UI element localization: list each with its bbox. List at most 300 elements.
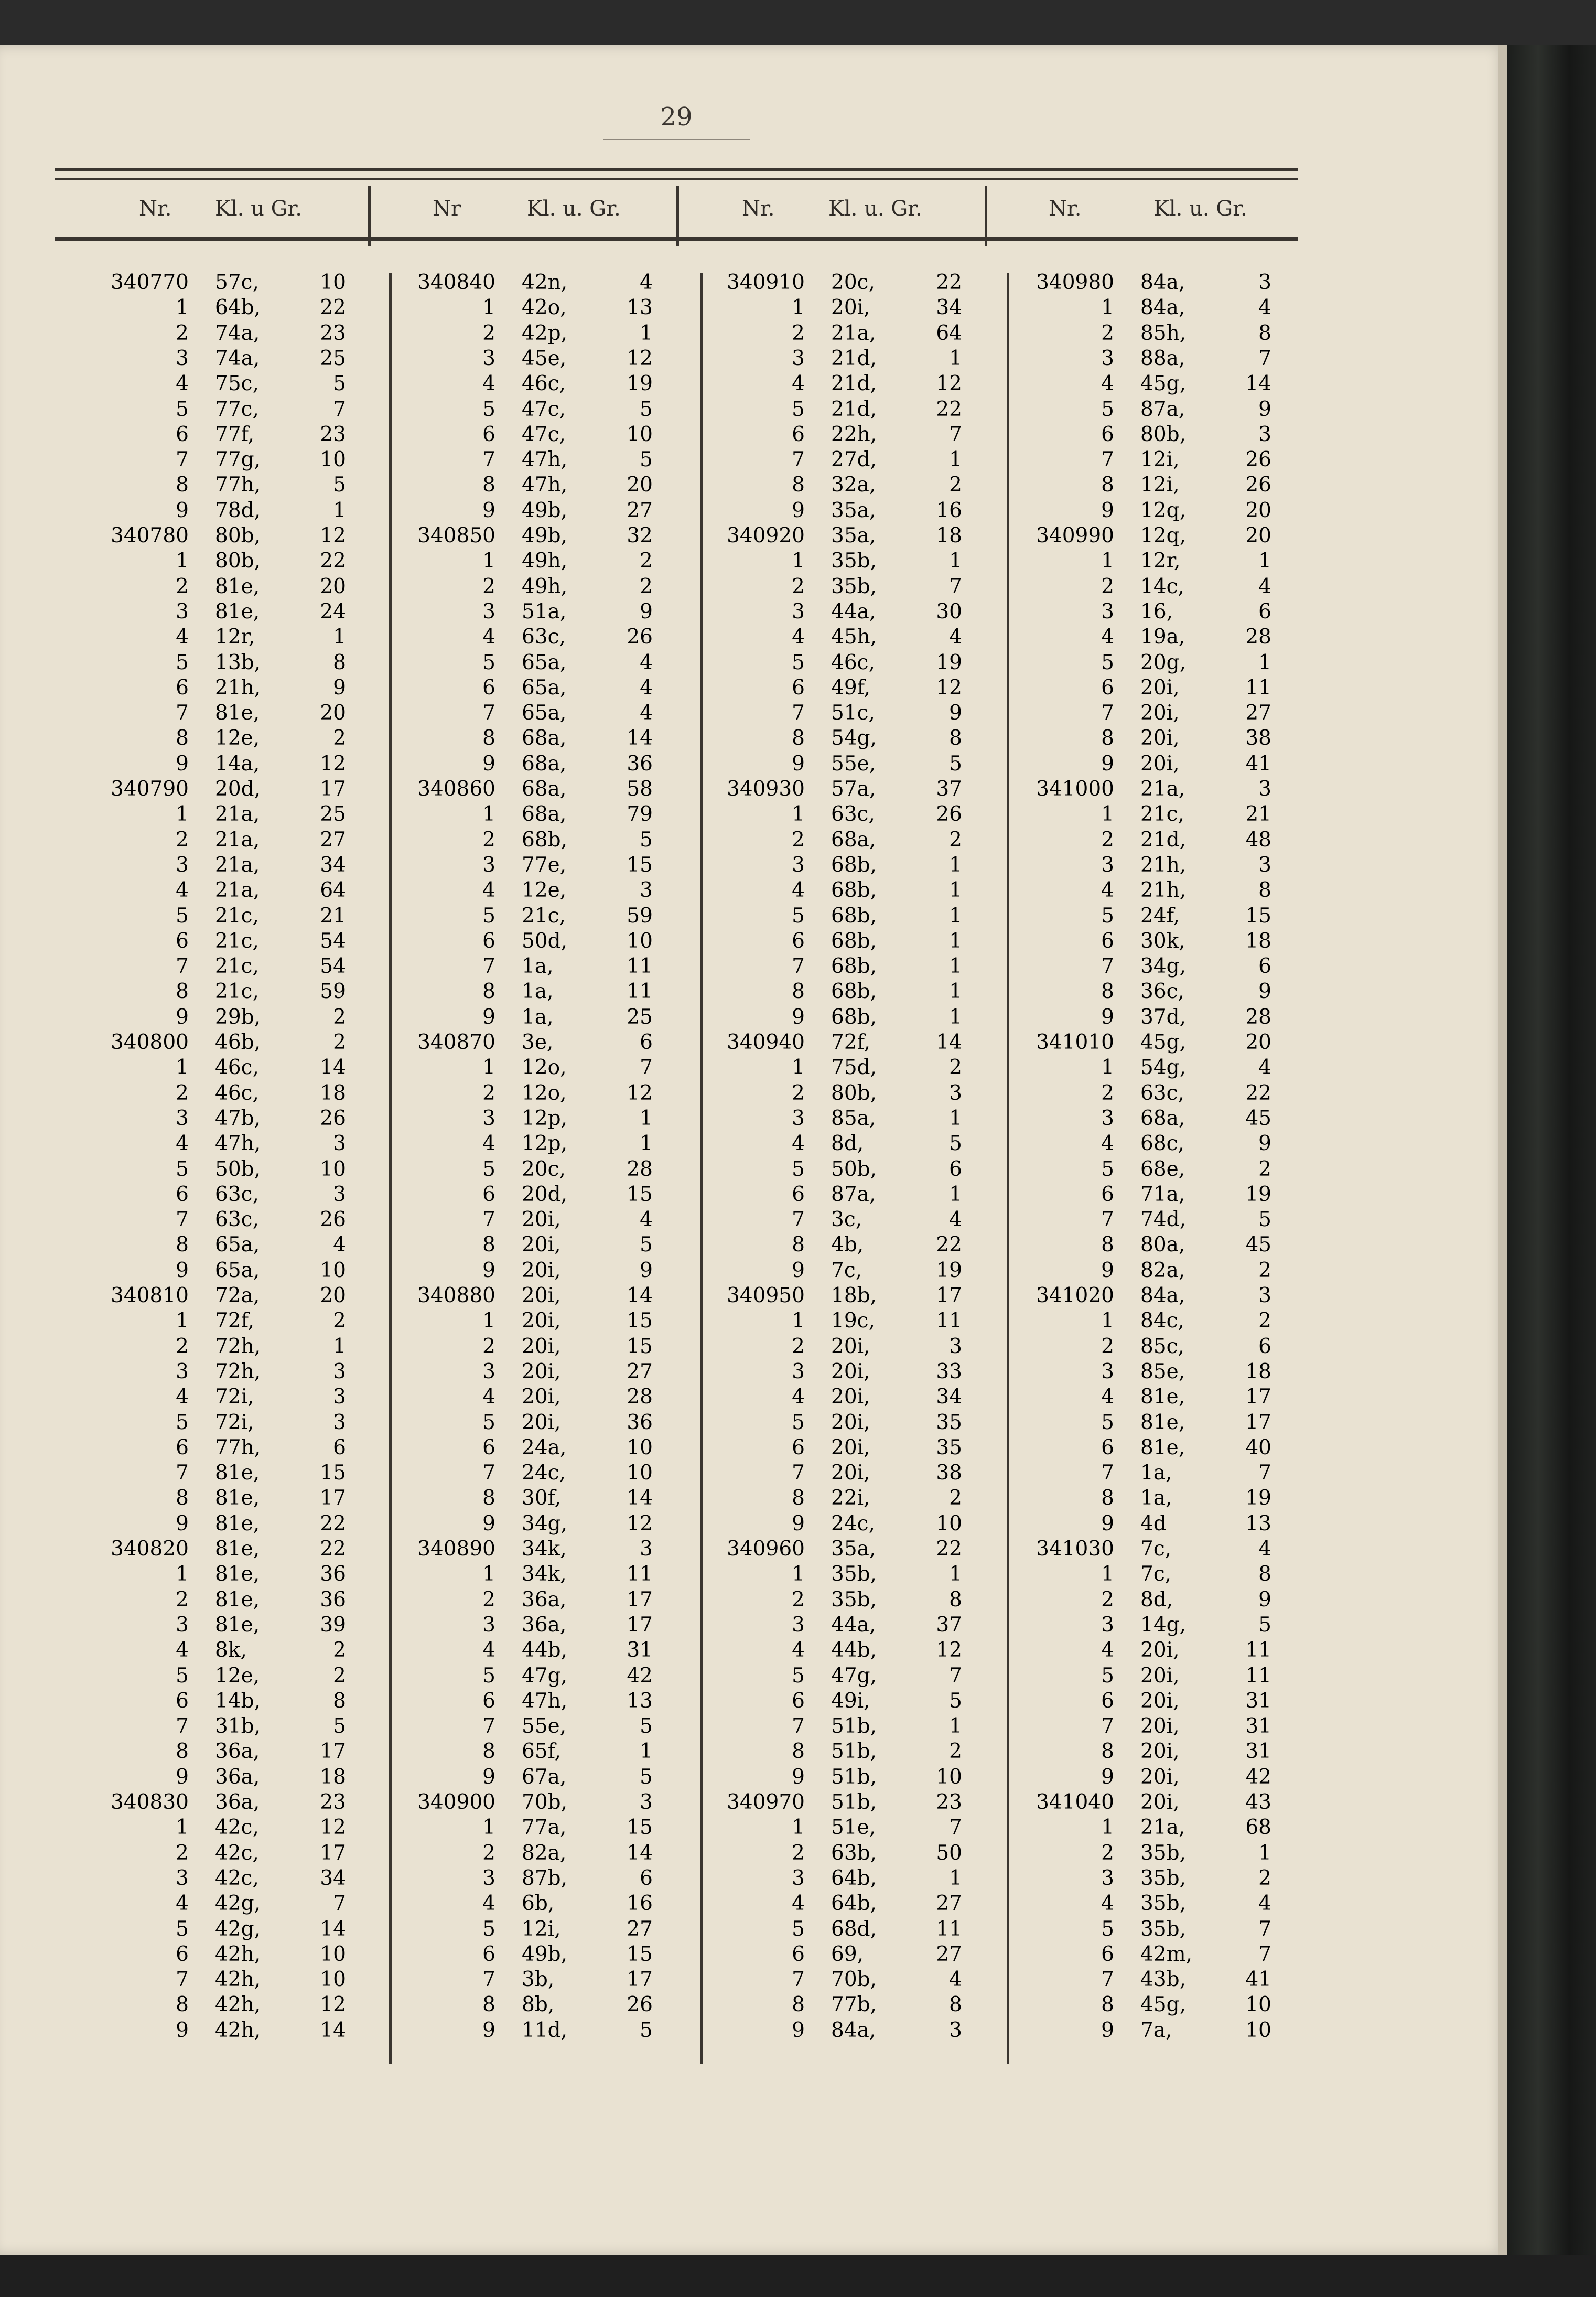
row-number: 5 (1101, 1157, 1114, 1181)
table-row (79, 574, 372, 599)
table-row (385, 1106, 679, 1131)
row-class: 44b, (522, 1638, 567, 1662)
row-group: 23 (320, 321, 346, 345)
row-group: 11 (1245, 675, 1271, 700)
row-group: 26 (627, 625, 653, 649)
table-row (1004, 1005, 1298, 1030)
row-number: 1 (792, 1309, 805, 1333)
table-row (385, 929, 679, 954)
row-group: 20 (1245, 524, 1271, 548)
table-row (695, 1891, 988, 1916)
row-number: 6 (792, 1182, 805, 1206)
row-class: 87a, (831, 1182, 876, 1206)
row-group: 28 (1245, 1005, 1271, 1029)
row-class: 20i, (522, 1309, 561, 1333)
row-number: 3 (176, 346, 189, 370)
row-number: 2 (176, 1841, 189, 1865)
row-group: 39 (320, 1613, 346, 1637)
table-row (695, 523, 988, 549)
row-class: 64b, (831, 1866, 877, 1890)
row-group: 15 (627, 1182, 653, 1206)
row-number: 3 (482, 599, 495, 624)
table-row (1004, 1081, 1298, 1106)
row-number: 340950 (727, 1284, 805, 1307)
row-class: 20i, (522, 1334, 561, 1358)
row-group: 7 (949, 1663, 962, 1688)
table-row (79, 1537, 372, 1562)
table-row (1004, 599, 1298, 625)
table-row (79, 1967, 372, 1992)
row-class: 43b, (1140, 1968, 1186, 1992)
table-row (79, 1384, 372, 1410)
row-number: 2 (482, 828, 495, 852)
row-number: 6 (176, 1689, 189, 1713)
table-row (385, 1030, 679, 1055)
row-class: 70b, (522, 1790, 567, 1814)
row-class: 37d, (1140, 1005, 1186, 1029)
row-number: 3 (482, 1866, 495, 1890)
row-group: 34 (936, 296, 962, 320)
row-group: 3 (1258, 1284, 1271, 1307)
row-class: 45g, (1140, 1031, 1186, 1054)
row-number: 340840 (417, 271, 495, 294)
table-row (79, 1461, 372, 1486)
row-number: 1 (1101, 1562, 1114, 1586)
row-number: 5 (482, 1410, 495, 1434)
row-class: 20i, (1140, 1765, 1180, 1789)
row-class: 69, (831, 1942, 864, 1966)
row-group: 8 (949, 726, 962, 750)
row-number: 2 (792, 321, 805, 345)
row-group: 1 (949, 929, 962, 953)
row-number: 5 (1101, 1917, 1114, 1941)
row-number: 3 (792, 346, 805, 370)
table-row (1004, 1638, 1298, 1663)
row-group: 1 (640, 1132, 653, 1156)
row-group: 54 (320, 954, 346, 979)
table-row (385, 1689, 679, 1714)
row-number: 9 (1101, 2018, 1114, 2042)
row-group: 15 (1245, 904, 1271, 928)
header-kl-gr-2: Kl. u. Gr. (527, 197, 621, 221)
row-class: 51b, (831, 1790, 877, 1814)
row-group: 12 (320, 752, 346, 776)
row-class: 20c, (831, 271, 875, 294)
row-group: 12 (627, 1511, 653, 1536)
row-group: 8 (949, 1993, 962, 2017)
table-row (79, 1790, 372, 1815)
table-row (695, 828, 988, 853)
table-row (385, 397, 679, 422)
row-class: 20g, (1140, 650, 1186, 674)
row-group: 8 (333, 1689, 346, 1713)
row-class: 1a, (522, 1005, 554, 1029)
row-number: 8 (1101, 726, 1114, 750)
row-number: 3 (792, 1866, 805, 1890)
row-class: 80b, (831, 1081, 877, 1105)
row-class: 8b, (522, 1993, 555, 2017)
row-class: 77h, (215, 1435, 261, 1459)
row-class: 42n, (522, 271, 568, 294)
row-group: 34 (320, 853, 346, 877)
row-class: 34k, (522, 1537, 567, 1561)
row-group: 20 (1245, 1031, 1271, 1054)
table-row (385, 1638, 679, 1663)
row-class: 20i, (1140, 701, 1180, 725)
row-class: 21c, (215, 929, 259, 953)
table-row (385, 954, 679, 979)
row-class: 42h, (215, 1993, 261, 2017)
row-class: 8d, (1140, 1587, 1173, 1612)
row-class: 51a, (522, 599, 567, 624)
row-group: 6 (1258, 954, 1271, 979)
row-group: 15 (320, 1461, 346, 1485)
table-row (385, 1587, 679, 1613)
row-class: 63c, (522, 625, 566, 649)
row-group: 9 (1258, 1132, 1271, 1156)
row-group: 9 (1258, 980, 1271, 1004)
table-row (385, 1866, 679, 1891)
row-number: 2 (482, 1587, 495, 1612)
table-row (1004, 1384, 1298, 1410)
row-class: 21h, (1140, 853, 1187, 877)
header-divider-2 (676, 186, 679, 246)
row-class: 74a, (215, 321, 260, 345)
row-class: 49f, (831, 675, 871, 700)
row-class: 12o, (522, 1056, 567, 1080)
row-class: 81e, (215, 701, 260, 725)
row-number: 8 (1101, 1486, 1114, 1510)
table-row (385, 295, 679, 320)
row-number: 5 (482, 1663, 495, 1688)
row-group: 7 (949, 1816, 962, 1840)
row-class: 12e, (522, 878, 567, 903)
row-group: 8 (333, 650, 346, 674)
row-group: 27 (627, 1917, 653, 1941)
table-row (695, 295, 988, 320)
table-row (695, 1992, 988, 2017)
row-group: 8 (949, 1587, 962, 1612)
row-number: 2 (792, 574, 805, 598)
row-group: 17 (320, 1841, 346, 1865)
row-number: 1 (482, 296, 495, 320)
row-group: 1 (640, 321, 653, 345)
row-class: 29b, (215, 1005, 261, 1029)
table-row (385, 752, 679, 777)
row-number: 5 (1101, 1663, 1114, 1688)
row-number: 5 (792, 1663, 805, 1688)
row-group: 6 (1258, 599, 1271, 624)
row-number: 340920 (727, 524, 805, 548)
row-class: 80b, (215, 524, 261, 548)
row-group: 59 (627, 904, 653, 928)
row-group: 17 (936, 1284, 962, 1307)
row-group: 17 (627, 1968, 653, 1992)
row-class: 20d, (522, 1182, 567, 1206)
row-number: 7 (176, 1208, 189, 1232)
row-group: 10 (627, 929, 653, 953)
row-number: 7 (482, 1968, 495, 1992)
row-number: 3 (1101, 346, 1114, 370)
row-number: 6 (482, 675, 495, 700)
row-class: 71a, (1140, 1182, 1185, 1206)
row-group: 24 (320, 599, 346, 624)
row-group: 1 (333, 498, 346, 522)
row-class: 20i, (831, 1435, 870, 1459)
row-class: 50b, (215, 1157, 261, 1181)
row-class: 63b, (831, 1841, 877, 1865)
row-number: 3 (1101, 1359, 1114, 1383)
row-class: 46c, (215, 1056, 259, 1080)
row-group: 59 (320, 980, 346, 1004)
table-row (695, 1308, 988, 1334)
row-group: 25 (627, 1005, 653, 1029)
table-row (1004, 574, 1298, 599)
row-number: 1 (176, 1309, 189, 1333)
row-class: 20i, (522, 1410, 561, 1434)
table-row (1004, 1207, 1298, 1232)
table-row (695, 1790, 988, 1815)
table-row (385, 473, 679, 498)
row-number: 6 (176, 1942, 189, 1966)
row-group: 41 (1245, 752, 1271, 776)
row-group: 4 (1258, 1537, 1271, 1561)
row-group: 12 (320, 1816, 346, 1840)
table-row (1004, 853, 1298, 878)
row-group: 36 (320, 1587, 346, 1612)
row-number: 6 (176, 675, 189, 700)
row-class: 42g, (215, 1917, 261, 1941)
table-row (79, 473, 372, 498)
row-class: 80a, (1140, 1233, 1185, 1257)
row-group: 18 (1245, 929, 1271, 953)
row-number: 8 (482, 1740, 495, 1764)
row-group: 33 (936, 1359, 962, 1383)
row-group: 11 (627, 980, 653, 1004)
table-row (695, 1384, 988, 1410)
row-group: 7 (949, 574, 962, 598)
row-class: 68b, (831, 1005, 877, 1029)
table-row (385, 1258, 679, 1283)
page-number-underline (603, 139, 750, 140)
table-row (79, 1587, 372, 1613)
table-row (695, 1081, 988, 1106)
row-class: 68b, (831, 878, 877, 903)
row-group: 2 (333, 1638, 346, 1662)
row-number: 6 (1101, 422, 1114, 446)
row-class: 81e, (1140, 1385, 1185, 1409)
row-number: 5 (482, 1157, 495, 1181)
table-row (385, 802, 679, 827)
row-group: 15 (627, 1309, 653, 1333)
row-class: 35b, (1140, 1841, 1186, 1865)
table-row (385, 1714, 679, 1739)
row-group: 14 (1245, 372, 1271, 396)
row-class: 12q, (1140, 498, 1186, 522)
row-group: 26 (320, 1106, 346, 1130)
table-row (1004, 1511, 1298, 1537)
row-number: 8 (1101, 1233, 1114, 1257)
row-class: 7c, (1140, 1537, 1172, 1561)
table-row (1004, 1942, 1298, 1967)
row-number: 7 (176, 954, 189, 979)
row-group: 27 (936, 1942, 962, 1966)
row-group: 22 (320, 1511, 346, 1536)
row-number: 8 (1101, 980, 1114, 1004)
row-class: 50d, (522, 929, 567, 953)
row-number: 5 (482, 650, 495, 674)
row-class: 68b, (831, 980, 877, 1004)
row-number: 4 (1101, 372, 1114, 396)
row-class: 12p, (522, 1132, 567, 1156)
row-class: 35b, (831, 549, 877, 573)
table-row (385, 549, 679, 574)
row-class: 24c, (831, 1511, 875, 1536)
row-number: 1 (1101, 1056, 1114, 1080)
row-number: 340810 (111, 1284, 189, 1307)
row-group: 10 (627, 1461, 653, 1485)
row-number: 4 (176, 1132, 189, 1156)
row-class: 65a, (215, 1258, 260, 1282)
row-group: 43 (1245, 1790, 1271, 1814)
table-row (385, 1384, 679, 1410)
row-group: 1 (949, 1005, 962, 1029)
table-row (385, 1435, 679, 1461)
row-group: 8 (1258, 1562, 1271, 1586)
row-number: 2 (1101, 1587, 1114, 1612)
table-row (79, 802, 372, 827)
row-group: 1 (949, 853, 962, 877)
row-group: 37 (936, 1613, 962, 1637)
row-number: 340860 (417, 777, 495, 801)
table-row (385, 701, 679, 726)
table-row (79, 1689, 372, 1714)
row-class: 82a, (522, 1841, 567, 1865)
row-class: 68b, (831, 954, 877, 979)
table-row (1004, 1689, 1298, 1714)
row-number: 7 (1101, 1208, 1114, 1232)
table-row (79, 1131, 372, 1156)
row-class: 19a, (1140, 625, 1185, 649)
row-group: 3 (640, 878, 653, 903)
table-row (1004, 498, 1298, 523)
row-group: 35 (936, 1410, 962, 1434)
row-group: 79 (627, 802, 653, 827)
table-row (79, 904, 372, 929)
row-class: 81e, (215, 1562, 260, 1586)
row-group: 3 (1258, 777, 1271, 801)
row-class: 42p, (522, 321, 567, 345)
row-group: 15 (627, 1334, 653, 1358)
row-number: 5 (482, 397, 495, 421)
row-number: 1 (1101, 549, 1114, 573)
row-class: 21a, (215, 802, 260, 827)
row-group: 41 (1245, 1968, 1271, 1992)
table-row (695, 1689, 988, 1714)
row-group: 38 (936, 1461, 962, 1485)
row-number: 6 (792, 1689, 805, 1713)
row-class: 72h, (215, 1334, 261, 1358)
row-group: 20 (320, 574, 346, 598)
row-number: 4 (1101, 878, 1114, 903)
row-number: 7 (792, 954, 805, 979)
row-class: 7a, (1140, 2018, 1172, 2042)
row-group: 2 (949, 1056, 962, 1080)
row-group: 36 (627, 752, 653, 776)
row-class: 80b, (215, 549, 261, 573)
row-class: 20i, (831, 1410, 870, 1434)
row-class: 81e, (215, 574, 260, 598)
table-row (695, 1739, 988, 1764)
row-number: 5 (176, 1917, 189, 1941)
row-number: 340910 (727, 271, 805, 294)
row-number: 9 (482, 1258, 495, 1282)
row-group: 14 (627, 1486, 653, 1510)
row-number: 2 (1101, 1081, 1114, 1105)
table-row (1004, 1131, 1298, 1156)
row-group: 22 (936, 1537, 962, 1561)
row-number: 5 (176, 397, 189, 421)
row-class: 81e, (1140, 1410, 1185, 1434)
row-class: 72i, (215, 1410, 254, 1434)
row-class: 36a, (215, 1765, 260, 1789)
row-number: 3 (1101, 1106, 1114, 1130)
row-group: 10 (936, 1511, 962, 1536)
row-class: 87b, (522, 1866, 567, 1890)
row-class: 68c, (1140, 1132, 1184, 1156)
row-number: 4 (482, 1132, 495, 1156)
table-row (695, 625, 988, 650)
row-number: 7 (482, 1461, 495, 1485)
row-group: 11 (936, 1309, 962, 1333)
table-row (79, 1841, 372, 1866)
row-group: 1 (1258, 1841, 1271, 1865)
row-class: 24a, (522, 1435, 567, 1459)
row-group: 36 (627, 1410, 653, 1434)
row-group: 27 (1245, 701, 1271, 725)
table-row (79, 625, 372, 650)
row-group: 4 (640, 650, 653, 674)
table-row (1004, 1790, 1298, 1815)
row-group: 14 (320, 2018, 346, 2042)
row-group: 5 (1258, 1613, 1271, 1637)
row-number: 7 (1101, 954, 1114, 979)
row-class: 49h, (522, 549, 568, 573)
table-row (385, 1410, 679, 1435)
row-group: 10 (1245, 1993, 1271, 2017)
row-group: 1 (949, 1182, 962, 1206)
row-number: 7 (482, 1208, 495, 1232)
table-row (79, 1638, 372, 1663)
table-row (79, 726, 372, 751)
row-group: 22 (320, 1537, 346, 1561)
row-group: 10 (320, 271, 346, 294)
table-row (1004, 1587, 1298, 1613)
row-class: 51b, (831, 1740, 877, 1764)
row-class: 72a, (215, 1284, 260, 1307)
row-class: 49b, (522, 524, 567, 548)
row-group: 4 (640, 271, 653, 294)
table-row (79, 1765, 372, 1790)
table-row (695, 675, 988, 701)
table-row (1004, 878, 1298, 903)
table-row (385, 853, 679, 878)
row-number: 7 (1101, 448, 1114, 472)
row-group: 26 (627, 1993, 653, 2017)
table-row (79, 1613, 372, 1638)
row-group: 21 (1245, 802, 1271, 827)
row-number: 341010 (1036, 1031, 1114, 1054)
